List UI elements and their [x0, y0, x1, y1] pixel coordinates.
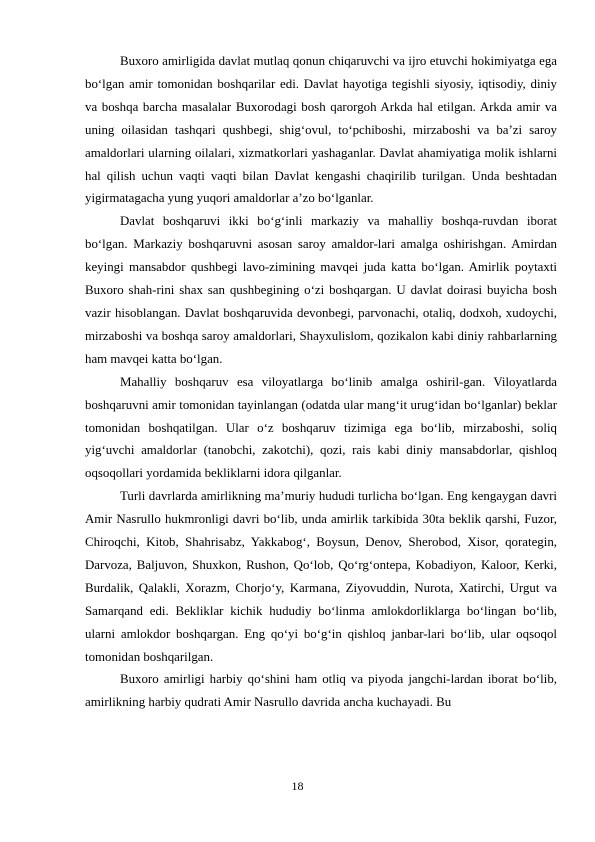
paragraph-emir-authority: Buxoro amirligida davlat mutlaq qonun chiqaruvchi va ijro etuvchi hokimiyatga ega bo‘lgan amir tomonidan boshqarilar edi. Davlat hayotiga tegishli siyosiy, iqtisodiy, diniy va boshqa barcha masalalar Buxorodagi bosh qarorgoh Arkda hal etilgan. Arkda amir va uning oilasidan tashqari qushbegi, shig‘ovul, to‘pchiboshi, mirzaboshi va ba’zi saroy amaldorlari ularning oilalari, xizmatkorlari yashaganlar. Davlat ahamiyatiga molik ishlarni hal qilish uchun vaqti vaqti bilan Davlat kengashi chaqirilib turilgan. Unda beshtadan yigirmatagacha yung yuqori amaldorlar a’zo bo‘lganlar.: [85, 54, 557, 206]
paragraph-territorial-division: Turli davrlarda amirlikning ma’muriy hududi turlicha bo‘lgan. Eng kengaygan davri Amir Nasrullo hukmronligi davri bo‘lib, unda amirlik tarkibida 30ta beklik qarshi, Fuzor, Chiroqchi, Kitob, Shahrisabz, Yakkabog‘, Boysun, Denov, Sherobod, Xisor, qorategin, Darvoza, Baljuvon, Shuxkon, Rushon, Qo‘lob, Qo‘rg‘ontepa, Kobadiyon, Kaloor, Kerki, Burdalik, Qalakli, Xorazm, Chorjo‘y, Karmana, Ziyovuddin, Nurota, Xatirchi, Urgut va Samarqand edi. Bekliklar kichik hududiy bo‘linma amlokdorliklarga bo‘lingan bo‘lib, ularni amlokdor boshqargan. Eng qo‘yi bo‘g‘in qishloq janbar-lari bo‘lib, ular oqsoqol tomonidan boshqarilgan.: [85, 489, 557, 664]
paragraph-state-administration: Davlat boshqaruvi ikki bo‘g‘inli markaziy va mahalliy boshqa-ruvdan iborat bo‘lgan. Markaziy boshqaruvni asosan saroy amaldor-lari amalga oshirishgan. Amirdan keyingi mansabdor qushbegi lavo-zimining mavqei juda katta bo‘lgan. Amirlik poytaxti Buxoro shah-rini shax san qushbegining o‘zi boshqargan. U davlat doirasi buyicha bosh vazir hisoblangan. Davlat boshqaruvida devonbegi, parvonachi, otaliq, dodxoh, xudoychi, mirzaboshi va boshqa saroy amaldorlari, Shayxulislom, qozikalon kabi diniy rahbarlarning ham mavqei katta bo‘lgan.: [85, 214, 557, 366]
paragraph-military: Buxoro amirligi harbiy qo‘shini ham otliq va piyoda jangchi-lardan iborat bo‘lib, amirlikning harbiy qudrati Amir Nasrullo davrida ancha kuchayadi. Bu: [85, 672, 557, 710]
page-number: 18: [291, 779, 304, 793]
paragraph-local-administration: Mahalliy boshqaruv esa viloyatlarga bo‘linib amalga oshiril-gan. Viloyatlarda boshqaruvni amir tomonidan tayinlangan (odatda ular mang‘it urug‘idan bo‘lganlar) beklar tomonidan boshqatilgan. Ular o‘z boshqaruv tizimiga ega bo‘lib, mirzaboshi, soliq yig‘uvchi amaldorlar (tanobchi, zakotchi), qozi, rais kabi diniy mansabdorlar, qishloq oqsoqollari yordamida bekliklarni idora qilganlar.: [85, 374, 557, 481]
document-page: [85, 50, 557, 714]
